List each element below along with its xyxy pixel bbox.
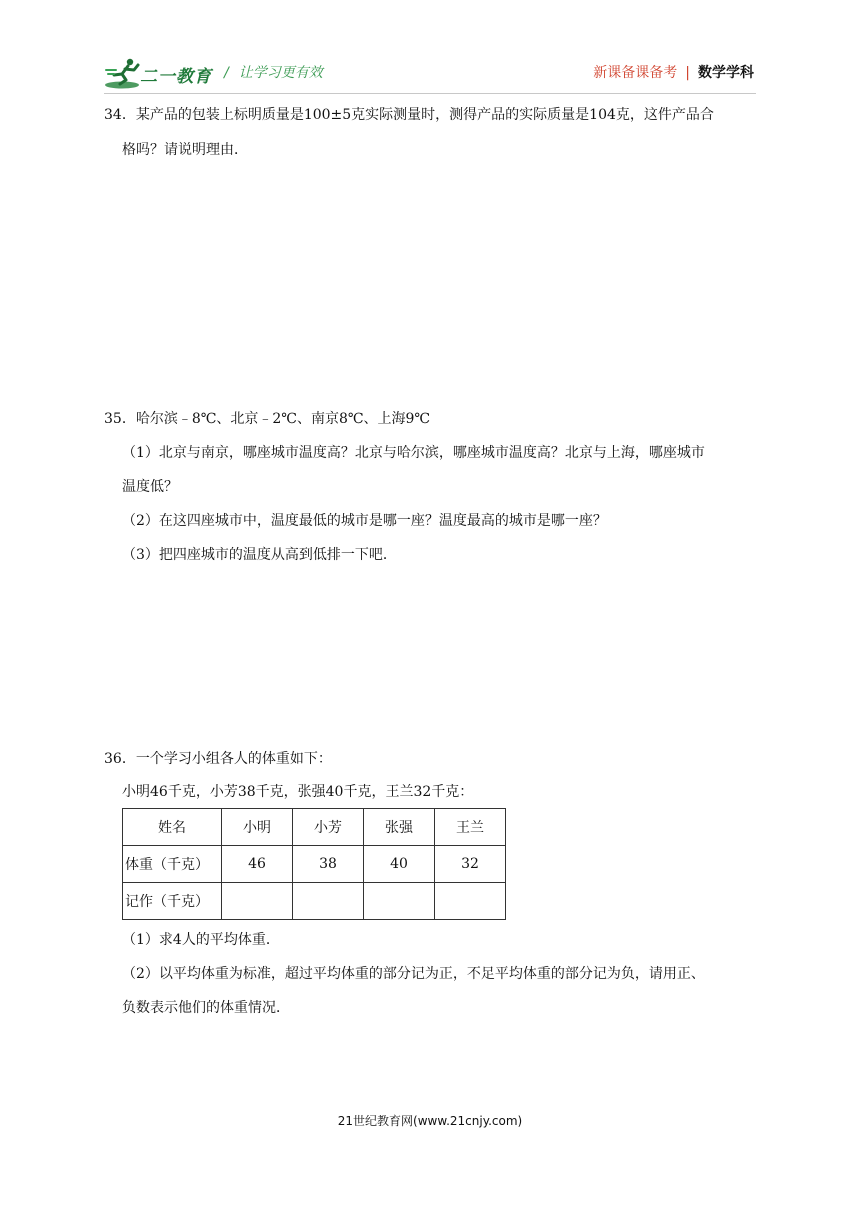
runner-logo-icon [104,56,144,90]
weight-table [122,808,506,920]
q34-line2: 格吗？请说明理由． [122,142,248,158]
table-cell [222,883,293,920]
q35-sub3: （3）把四座城市的温度从高到低排一下吧． [122,547,397,563]
q36-sub2-line2: 负数表示他们的体重情况． [122,1000,290,1016]
q35-sub2: （2）在这四座城市中，温度最低的城市是哪一座？温度最高的城市是哪一座？ [122,513,607,529]
logo [104,56,214,90]
table-header-cell: 张强 [364,809,435,846]
table-cell: 体重（千克） [123,846,222,883]
page-header [0,0,860,96]
slogan-text: 让学习更有效 [238,65,323,81]
q36-sub1: （1）求4人的平均体重． [122,932,280,948]
slogan-slash: / [224,65,229,81]
q35-sub1-line2: 温度低？ [122,479,178,495]
table-cell: 记作（千克） [123,883,222,920]
logo-text: 二一教育 [140,67,212,87]
header-divider [104,93,756,94]
table-cell: 46 [222,846,293,883]
table-header-cell: 小芳 [293,809,364,846]
table-row [123,883,506,920]
q36-sub2-line1: （2）以平均体重为标准，超过平均体重的部分记为正，不足平均体重的部分记为负，请用正、 [122,966,705,982]
table-cell [435,883,506,920]
header-label-subject: 数学学科 [698,65,754,81]
header-subject [593,62,754,82]
table-header-cell: 王兰 [435,809,506,846]
table-header-cell: 姓名 [123,809,222,846]
table-cell: 40 [364,846,435,883]
header-label-course: 新课备课备考 [593,65,678,81]
q36-line2: 小明46千克，小芳38千克，张强40千克，王兰32千克： [122,784,474,800]
table-cell [293,883,364,920]
header-separator: | [685,65,690,81]
table-header-cell: 小明 [222,809,293,846]
slogan [224,62,323,82]
table-cell [364,883,435,920]
q36-line1: 36．一个学习小组各人的体重如下： [104,751,332,767]
q35-line1: 35．哈尔滨﹣8℃、北京﹣2℃、南京8℃、上海9℃ [104,411,431,427]
q34-line1: 34．某产品的包装上标明质量是100±5克实际测量时，测得产品的实际质量是104克，这件产品合 [104,107,714,123]
table-header-row [123,809,506,846]
page-footer: 21世纪教育网(www.21cnjy.com) [337,1114,523,1128]
table-cell: 32 [435,846,506,883]
table-row [123,846,506,883]
q35-sub1-line1: （1）北京与南京，哪座城市温度高？北京与哈尔滨，哪座城市温度高？北京与上海，哪座城市 [122,445,705,461]
table-cell: 38 [293,846,364,883]
